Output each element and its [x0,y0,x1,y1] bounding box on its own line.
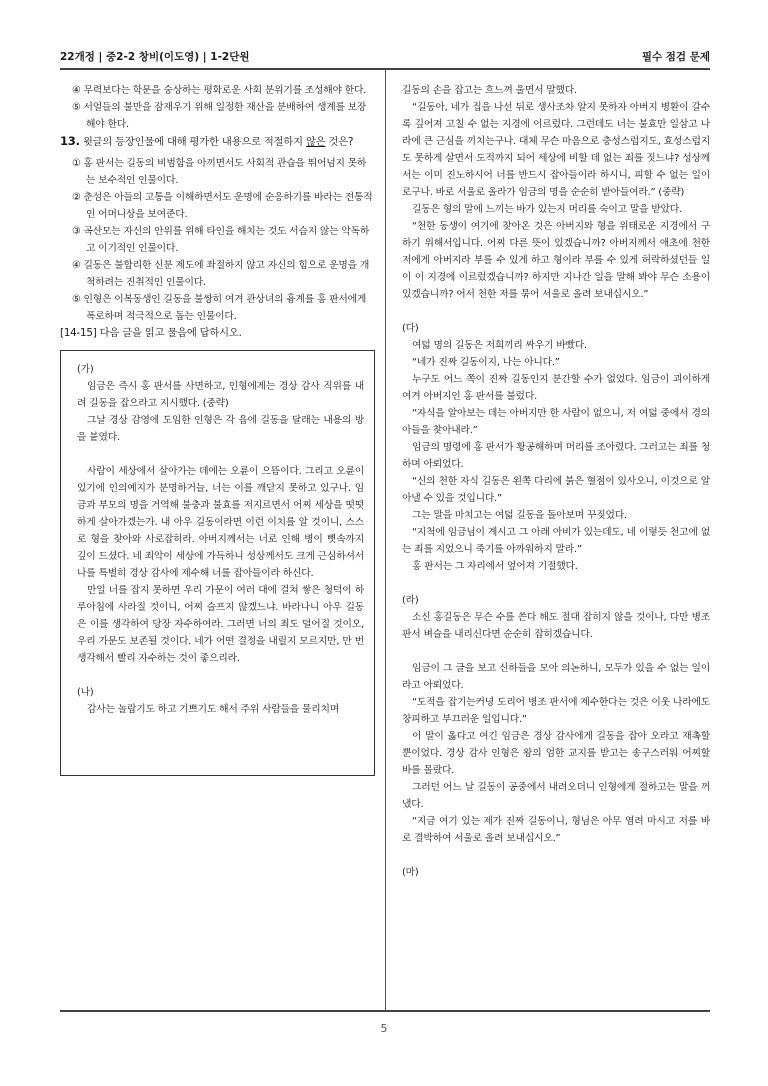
passage-paragraph: 누구도 어느 쪽이 진짜 길동인지 분간할 수가 없었다. 임금이 괴이하게 여겨 아버지인 홍 판서를 불렀다. [402,374,710,402]
passage-paragraph: 사람이 세상에서 살아가는 데에는 오륜이 으뜸이다. 그리고 오륜이 있기에 인의예지가 분명하거늘, 너는 이를 깨닫지 못하고 있구나. 임금과 부모의 명을 거역해 불충과 불효를 저지르면서 어찌 세상을 떳떳하게 살아가겠는가. 내 아우 길동이라면 이런 이치를 알 것이니, 스스로 형을 찾아와 사로잡히라. 아버지께서는 너로 인해 병이 뼛속까지 깊이 드셨다. 네 죄악이 세상에 가득하니 성상께서도 크게 근심하셔서 나를 특별히 경상 감사에 제수해 너를 잡아들이라 하신다. [77,466,364,579]
passage-label-ra: (라) [402,595,419,606]
passage-paragraph: 홍 판서는 그 자리에서 엎어져 기절했다. [412,561,578,572]
passage-paragraph: “신의 천한 자식 길동은 왼쪽 다리에 붉은 혈점이 있사오니, 이것으로 알아낼 수 있을 것입니다.” [402,476,710,504]
passage-paragraph: 이 말이 옳다고 여긴 임금은 경상 감사에게 길동을 잡아 오라고 재촉할 뿐이었다. 경상 감사 인형은 왕의 엄한 교지를 받고는 송구스러워 어찌할 바를 몰랐다. [402,731,710,776]
passage-label-ga: (가) [77,364,94,375]
q13-choice-1: ① 홍 판서는 길동의 비범함을 아끼면서도 사회적 관습을 뛰어넘지 못하는 보수적인 인물이다. [72,158,367,186]
right-column [402,82,710,881]
passage-paragraph: “도적을 잡기는커녕 도리어 병조 판서에 제수한다는 것은 이웃 나라에도 창피하고 부끄러운 일입니다.” [402,697,710,725]
passage-paragraph: 여덟 명의 길동은 저희끼리 싸우기 바빴다. [412,340,587,351]
choice-4: ④ 무력보다는 학문을 숭상하는 평화로운 사회 분위기를 조성해야 한다. [72,85,367,96]
question-number: 13. [60,134,80,148]
passage-label-na: (나) [77,687,94,698]
q13-choice-2: ② 춘섬은 아들의 고통을 이해하면서도 운명에 순응하기를 바라는 전통적인 어머니상을 보여준다. [72,192,373,220]
q13-choice-4: ④ 길동은 불합리한 신분 제도에 좌절하지 않고 자신의 힘으로 운명을 개척하려는 진취적인 인물이다. [72,260,370,288]
passage-paragraph: 감사는 놀랍기도 하고 기쁘기도 해서 주위 사람들을 물리치며 [87,704,339,715]
passage-paragraph: 그러던 어느 날 길동이 공중에서 내려오더니 인형에게 절하고는 말을 꺼냈다. [402,782,710,810]
passage-paragraph: 길동의 손을 잡고는 흐느껴 울면서 말했다. [402,85,577,96]
choice-5: ⑤ 서얼들의 불만을 잠재우기 위해 일정한 재산을 분배하여 생계를 보장해야 한다. [72,102,367,130]
page-number: 5 [380,1022,388,1035]
passage-paragraph: 임금의 명령에 홍 판서가 황공해하며 머리를 조아렸다. 그러고는 죄를 청하며 아뢰었다. [402,442,710,470]
question-13-stem [60,133,375,151]
column-divider [385,70,386,1010]
passage-paragraph: 그는 말을 마치고는 여덟 길동을 돌아보며 꾸짖었다. [412,510,627,521]
passage-box [60,350,375,776]
header-course-info: 22개정 | 중2-2 창비(이도영) | 1-2단원 [60,51,250,63]
passage-paragraph: 임금이 그 글을 보고 신하들을 모아 의논하니, 모두가 있을 수 없는 일이라고 아뢰었다. [402,663,710,691]
question-13-choices [64,155,375,325]
passage-paragraph: “자식을 알아보는 데는 아버지만 한 사람이 없으니, 저 여덟 중에서 경의 아들을 찾아내라.” [402,408,710,436]
page-header [60,45,710,67]
q13-choice-5: ⑤ 인형은 이복동생인 길동을 불쌍히 여겨 관상녀의 흉계를 홍 판서에게 폭로하며 적극적으로 돕는 인물이다. [72,294,367,322]
stem-emphasis: 않은 [305,136,326,148]
left-column [60,82,375,776]
q13-choice-3: ③ 곡산모는 자신의 안위를 위해 타인을 해치는 것도 서슴지 않는 악독하고 이기적인 인물이다. [72,226,370,254]
previous-question-choices [64,82,375,133]
question-set-title: [14-15] 다음 글을 읽고 물음에 답하시오. [60,327,242,339]
passage-paragraph: 임금은 즉시 홍 판서를 사면하고, 인형에게는 경상 감사 직위를 내려 길동을 잡으라고 지시했다. (중략) [77,381,364,409]
passage-paragraph: 소신 홍길동은 무슨 수를 쓴다 해도 절대 잡히지 않을 것이나, 다만 병조 판서 벼슬을 내리신다면 순순히 잡히겠습니다. [402,612,710,640]
passage-paragraph: “지금 여기 있는 제가 진짜 길동이니, 형님은 아무 염려 마시고 저를 바로 결박하여 서울로 올려 보내십시오.” [402,816,710,844]
passage-label-ma: (마) [402,867,419,878]
passage-paragraph: 그날 경상 감영에 도임한 인형은 각 읍에 길동을 달래는 내용의 방을 붙였다. [77,415,364,443]
stem-text-before: 윗글의 등장인물에 대해 평가한 내용으로 적절하지 [82,136,306,148]
passage-paragraph: “네가 진짜 길동이지, 나는 아니다.” [412,357,560,368]
passage-label-da: (다) [402,323,419,334]
stem-text-after: 것은? [325,136,354,148]
header-section-title: 필수 점검 문제 [641,51,710,63]
footer-rule [60,1010,710,1012]
passage-paragraph: 길동은 형의 말에 느끼는 바가 있는지 머리를 숙이고 말을 받았다. [412,204,682,215]
passage-paragraph: 만일 너를 잡지 못하면 우리 가문이 여러 대에 걸쳐 쌓은 청덕이 하루아침에 사라질 것이니, 어찌 슬프지 않겠느냐. 바라나니 아우 길동은 이를 생각하여 당장 자수하여라. 그러면 너의 죄도 덜어질 것이오, 우리 가문도 보존될 것이다. 네가 어떤 결정을 내릴지 모르지만, 만 번 생각해서 빨리 자수하는 것이 좋으리라. [77,585,364,664]
passage-paragraph: “천한 동생이 여기에 찾아온 것은 아버지와 형을 위태로운 지경에서 구하기 위해서입니다. 어찌 다른 뜻이 있겠습니까? 아버지께서 애초에 천한 저에게 아버지라 부를 수 있게 하고 형이라 부를 수 있게 허락하셨던들 일이 이 지경에 이르렀겠습니까? 하지만 지나간 일을 말해 봐야 무슨 소용이 있겠습니까? 어서 천한 저를 묶어 서울로 올려 보내십시오.” [402,221,710,300]
passage-paragraph: “지척에 임금님이 계시고 그 아래 아비가 있는데도, 네 이렇듯 천고에 없는 죄를 지었으니 죽기를 아까워하지 말라.” [402,527,710,555]
passage-paragraph: “길동아, 네가 집을 나선 뒤로 생사조차 알지 못하자 아버지 병환이 갈수록 깊어져 고칠 수 없는 지경에 이르렀다. 그런데도 너는 불효만 일삼고 나라에 큰 근심을 끼치는구나. 대체 무슨 마음으로 충성스럽지도, 효성스럽지도 못하게 살면서 도적까지 되어 세상에 비할 데 없는 죄를 짓느냐? 성상께서는 이미 진노하시어 너를 반드시 잡아들이라 하시니, 피할 수 없는 일이로구나. 바로 서울로 올라가 임금의 명을 순순히 받아들여라.” (중략) [402,102,710,198]
